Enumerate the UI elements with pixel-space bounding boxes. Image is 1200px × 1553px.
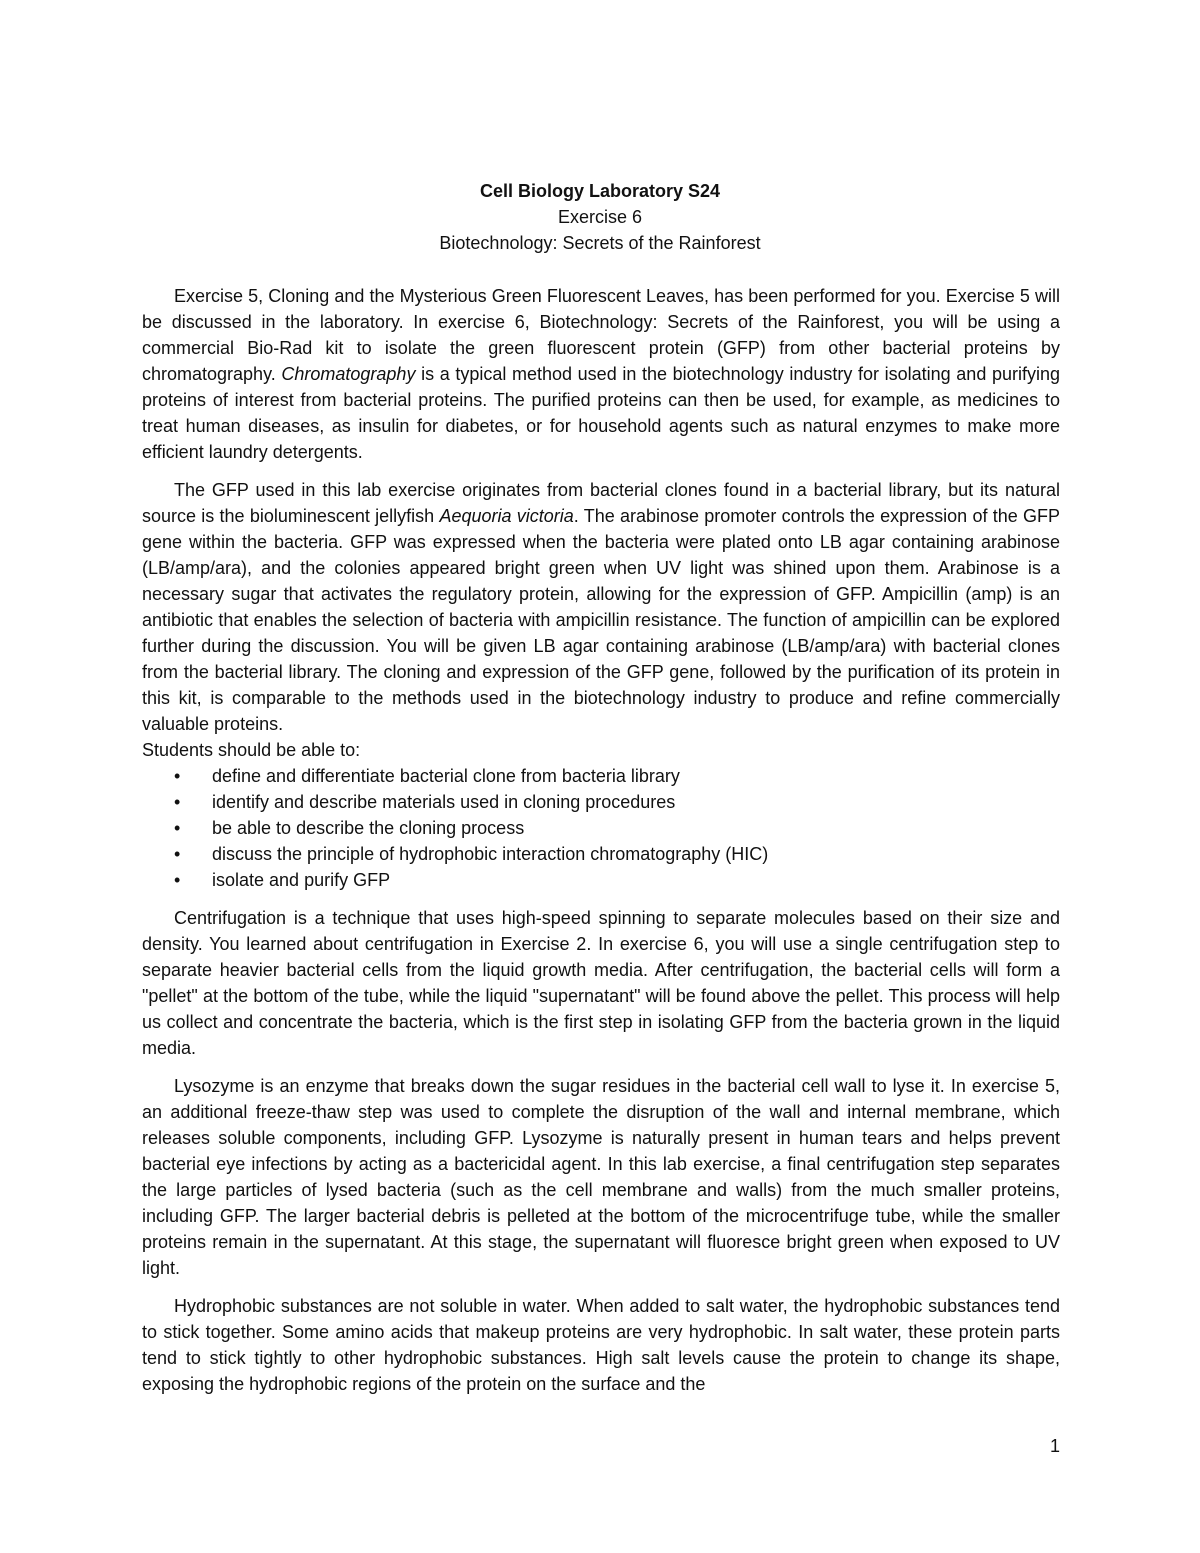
bullet-icon: • — [174, 844, 181, 864]
bullet-icon: • — [174, 870, 181, 890]
intro-text-1: Exercise 5, Cloning and the Mysterious Green Fluorescent Leaves, has been performed for you. Exercise 5 will be discussed in the laboratory. In exercise 6, Biotechnology: Secrets of the Rainforest, you will be using a commercial Bio-Rad kit to isolate the green fluorescent protein (GFP) from other bacterial proteins by chromatography. — [142, 286, 1060, 384]
bullet-icon: • — [174, 818, 181, 838]
document-body — [142, 283, 1060, 1409]
list-item — [142, 763, 1060, 789]
objective-text: identify and describe materials used in cloning procedures — [212, 792, 676, 812]
objective-text: isolate and purify GFP — [212, 870, 391, 890]
species-name: Aequoria victoria — [439, 506, 574, 526]
list-item — [142, 789, 1060, 815]
objective-text: define and differentiate bacterial clone from bacteria library — [212, 766, 680, 786]
intro-text-2: is a typical method used in the biotechnology industry for isolating and purifying proteins of interest from bacterial proteins. The purified proteins can then be used, for example, as medicines to treat human diseases, as insulin for diabetes, or for household agents such as natural enzymes to make more efficient laundry detergents. — [142, 364, 1060, 462]
objective-text: discuss the principle of hydrophobic interaction chromatography (HIC) — [212, 844, 769, 864]
objectives-list — [142, 763, 1060, 893]
gfp-text-2: . The arabinose promoter controls the expression of the GFP gene within the bacteria. GFP was expressed when the bacteria were plated onto LB agar containing arabinose (LB/amp/ara), and the colonies appeared bright green when UV light was shined upon them. Arabinose is a necessary sugar that activates the regulatory protein, allowing for the expression of GFP. Ampicillin (amp) is an antibiotic that enables the selection of bacteria with ampicillin resistance. The function of ampicillin can be explored further during the discussion. You will be given LB agar containing arabinose (LB/amp/ara) with bacterial clones from the bacterial library. The cloning and expression of the GFP gene, followed by the purification of its protein in this kit, is comparable to the methods used in the biotechnology industry to produce and refine commercially valuable proteins. — [142, 506, 1060, 734]
lysozyme-paragraph: Lysozyme is an enzyme that breaks down the sugar residues in the bacterial cell wall to lyse it. In exercise 5, an additional freeze-thaw step was used to complete the disruption of the wall and internal membrane, which releases soluble components, including GFP. Lysozyme is naturally present in human tears and helps prevent bacterial eye infections by acting as a bactericidal agent. In this lab exercise, a final centrifugation step separates the large particles of lysed bacteria (such as the cell membrane and walls) from the much smaller proteins, including GFP. The larger bacterial debris is pelleted at the bottom of the microcentrifuge tube, while the smaller proteins remain in the supernatant. At this stage, the supernatant will fluoresce bright green when exposed to UV light. — [142, 1076, 1060, 1278]
gfp-paragraph — [142, 477, 1060, 737]
centrifugation-paragraph: Centrifugation is a technique that uses high-speed spinning to separate molecules based on their size and density. You learned about centrifugation in Exercise 2. In exercise 6, you will use a single centrifugation step to separate heavier bacterial cells from the liquid growth media. After centrifugation, the bacterial cells will form a "pellet" at the bottom of the tube, while the liquid "supernatant" will be found above the pellet. This process will help us collect and concentrate the bacteria, which is the first step in isolating GFP from the bacteria grown in the liquid media. — [142, 908, 1060, 1058]
course-title: Cell Biology Laboratory S24 — [479, 181, 721, 201]
list-item — [142, 815, 1060, 841]
chromatography-term: Chromatography — [281, 364, 416, 384]
intro-paragraph — [142, 283, 1060, 465]
bullet-icon: • — [174, 766, 181, 786]
list-item — [142, 867, 1060, 893]
document-header — [0, 178, 1200, 256]
hydrophobic-paragraph: Hydrophobic substances are not soluble in water. When added to salt water, the hydrophobic substances tend to stick together. Some amino acids that makeup proteins are very hydrophobic. In salt water, these protein parts tend to stick tightly to other hydrophobic substances. High salt levels cause the protein to change its shape, exposing the hydrophobic regions of the protein on the surface and the — [142, 1296, 1060, 1394]
exercise-subtitle: Biotechnology: Secrets of the Rainforest — [439, 233, 761, 253]
bullet-icon: • — [174, 792, 181, 812]
objective-text: be able to describe the cloning process — [212, 818, 525, 838]
exercise-number: Exercise 6 — [557, 207, 643, 227]
objectives-intro: Students should be able to: — [142, 740, 361, 760]
page-number: 1 — [1049, 1436, 1060, 1456]
list-item — [142, 841, 1060, 867]
gfp-text-1: The GFP used in this lab exercise originates from bacterial clones found in a bacterial library, but its natural source is the bioluminescent jellyfish — [142, 480, 1060, 526]
